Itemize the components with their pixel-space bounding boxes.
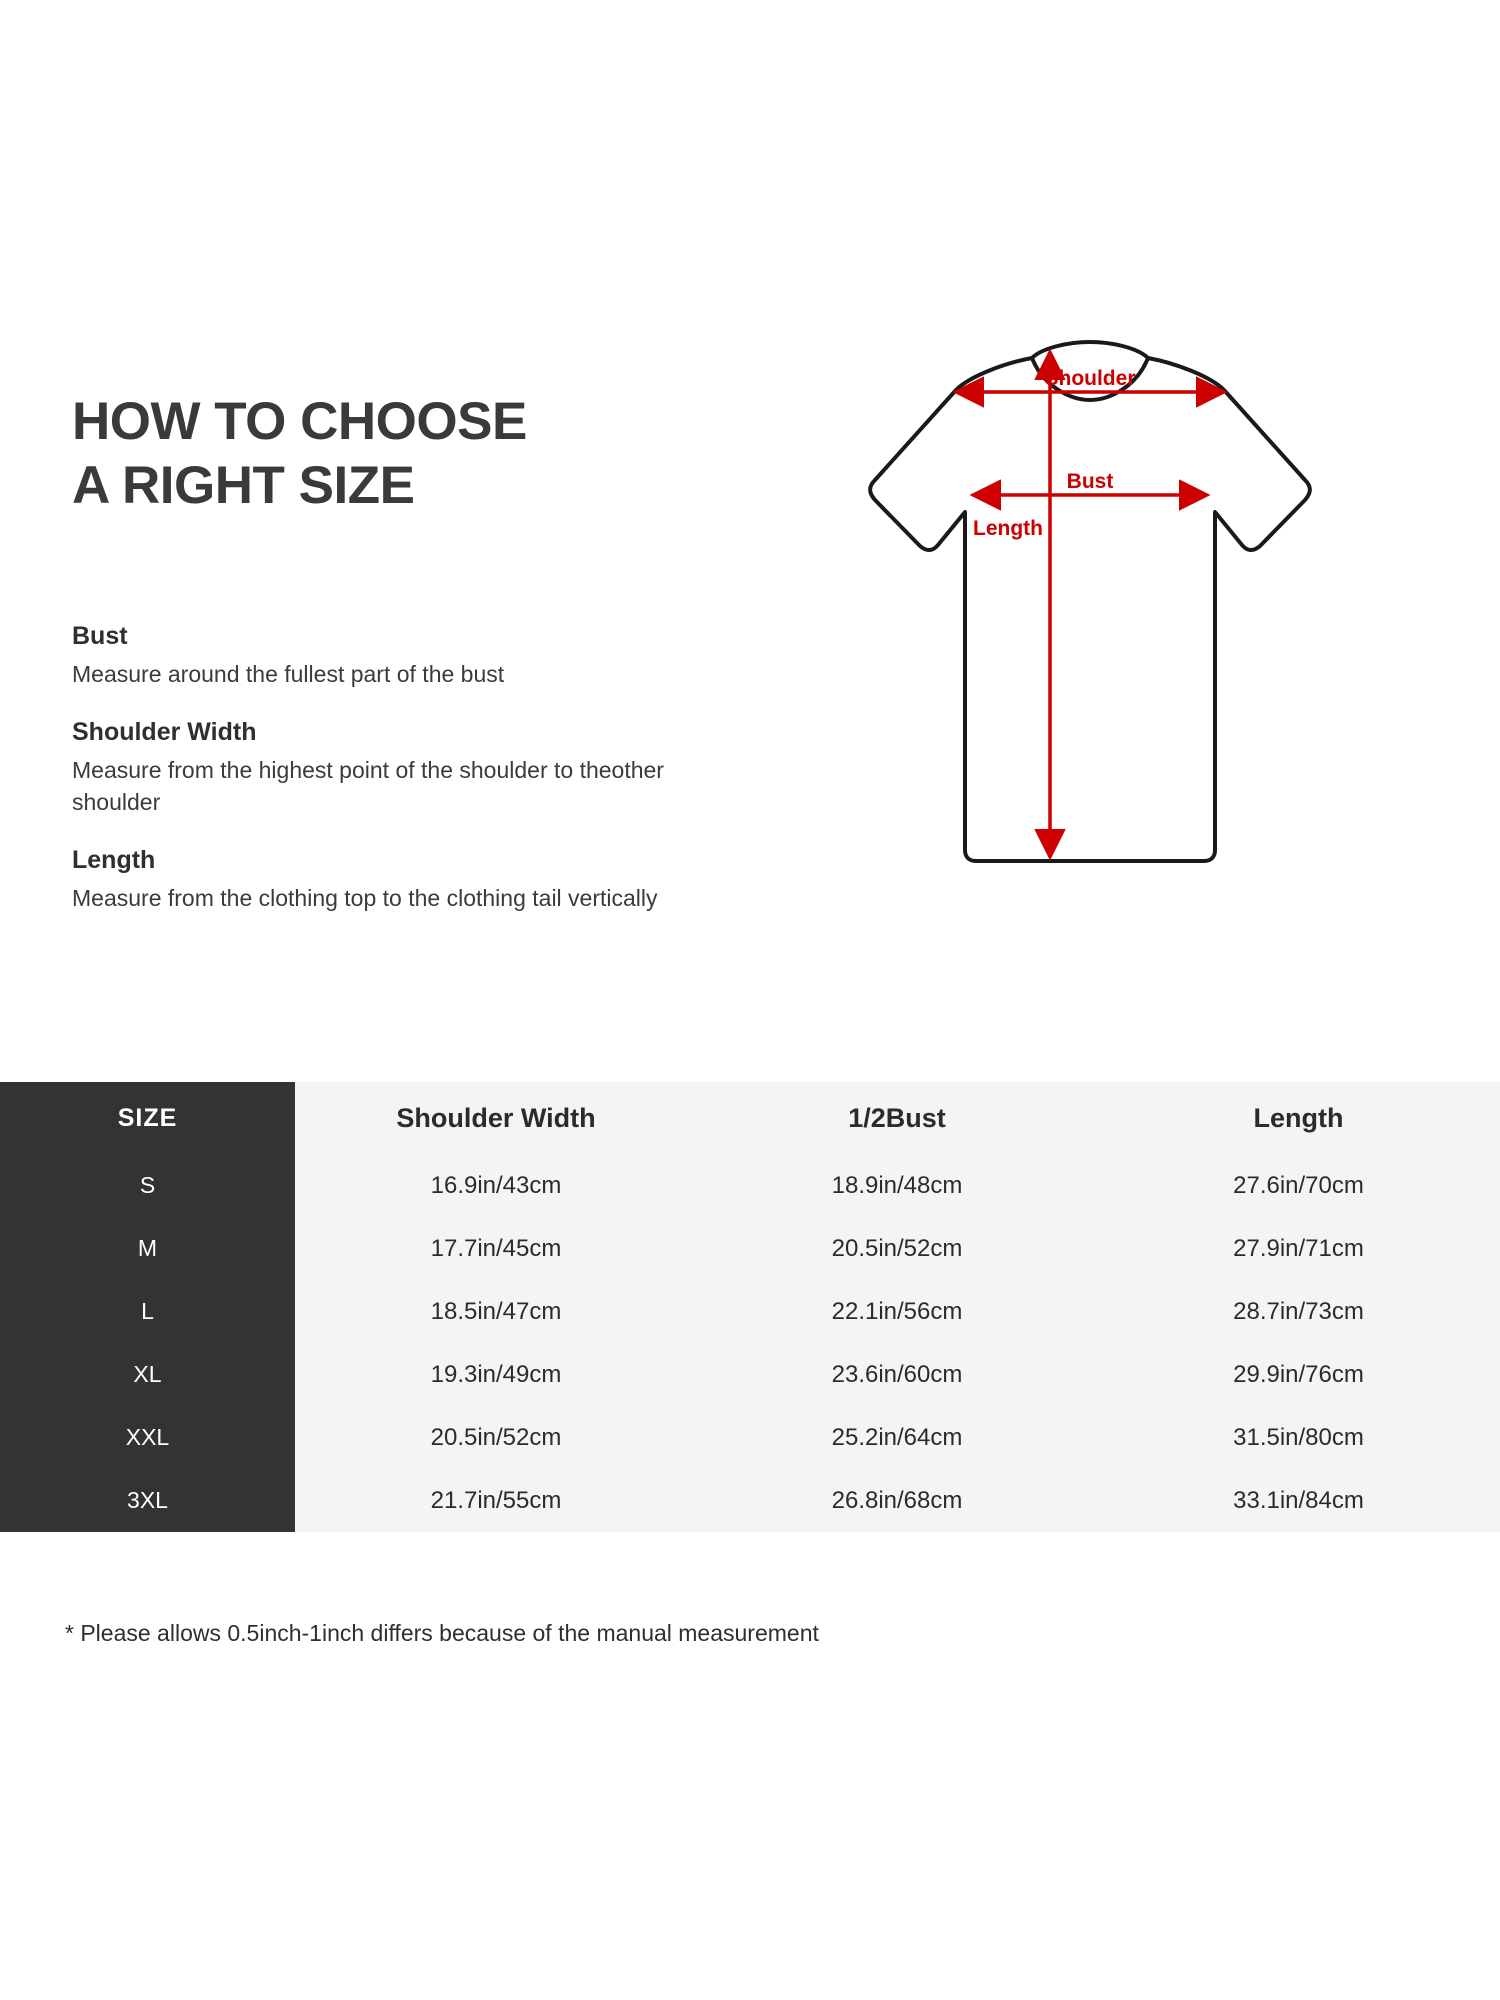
definition-desc-bust: Measure around the fullest part of the bust (72, 661, 505, 687)
cell-size: XL (0, 1343, 295, 1406)
cell-length: 29.9in/76cm (1097, 1343, 1500, 1406)
cell-length: 27.9in/71cm (1097, 1217, 1500, 1280)
cell-half-bust: 22.1in/56cm (697, 1280, 1097, 1343)
table-row (0, 1343, 1500, 1406)
tshirt-outline (870, 342, 1310, 861)
cell-shoulder-width: 21.7in/55cm (295, 1469, 697, 1532)
table-header-row (0, 1082, 1500, 1154)
definition-term-bust: Bust (72, 622, 128, 650)
cell-half-bust: 20.5in/52cm (697, 1217, 1097, 1280)
definition-desc-length: Measure from the clothing top to the clothing tail vertically (72, 885, 658, 911)
page-title-line-2: A RIGHT SIZE (72, 456, 415, 515)
table-row (0, 1217, 1500, 1280)
size-chart-table (0, 1082, 1500, 1532)
top-section (0, 330, 1500, 1080)
cell-shoulder-width: 18.5in/47cm (295, 1280, 697, 1343)
cell-half-bust: 26.8in/68cm (697, 1469, 1097, 1532)
cell-size: L (0, 1280, 295, 1343)
cell-shoulder-width: 19.3in/49cm (295, 1343, 697, 1406)
table-header-size: SIZE (0, 1082, 295, 1154)
cell-half-bust: 23.6in/60cm (697, 1343, 1097, 1406)
page-title (72, 390, 772, 518)
shoulder-label: Shoulder (1044, 367, 1136, 390)
cell-shoulder-width: 20.5in/52cm (295, 1406, 697, 1469)
table-header-half-bust: 1/2Bust (697, 1082, 1097, 1154)
definition-term-length: Length (72, 846, 156, 874)
cell-length: 28.7in/73cm (1097, 1280, 1500, 1343)
table-row (0, 1406, 1500, 1469)
cell-length: 27.6in/70cm (1097, 1154, 1500, 1217)
cell-size: 3XL (0, 1469, 295, 1532)
cell-size: M (0, 1217, 295, 1280)
cell-shoulder-width: 17.7in/45cm (295, 1217, 697, 1280)
cell-length: 31.5in/80cm (1097, 1406, 1500, 1469)
cell-length: 33.1in/84cm (1097, 1469, 1500, 1532)
cell-half-bust: 18.9in/48cm (697, 1154, 1097, 1217)
bust-label: Bust (1066, 470, 1114, 493)
table-header-shoulder-width: Shoulder Width (295, 1082, 697, 1154)
table-row (0, 1469, 1500, 1532)
definition-desc-shoulder-width: Measure from the highest point of the shoulder to theother shoulder (72, 757, 664, 815)
cell-size: S (0, 1154, 295, 1217)
table-header-length: Length (1097, 1082, 1500, 1154)
table-row (0, 1154, 1500, 1217)
length-label: Length (973, 517, 1043, 540)
cell-half-bust: 25.2in/64cm (697, 1406, 1097, 1469)
page-title-line-1: HOW TO CHOOSE (72, 392, 527, 451)
measurement-definitions (72, 622, 692, 914)
tshirt-diagram (760, 330, 1380, 1010)
definition-term-shoulder-width: Shoulder Width (72, 718, 257, 746)
cell-shoulder-width: 16.9in/43cm (295, 1154, 697, 1217)
table-row (0, 1280, 1500, 1343)
measurement-footnote: * Please allows 0.5inch-1inch differs because of the manual measurement (65, 1620, 819, 1646)
cell-size: XXL (0, 1406, 295, 1469)
